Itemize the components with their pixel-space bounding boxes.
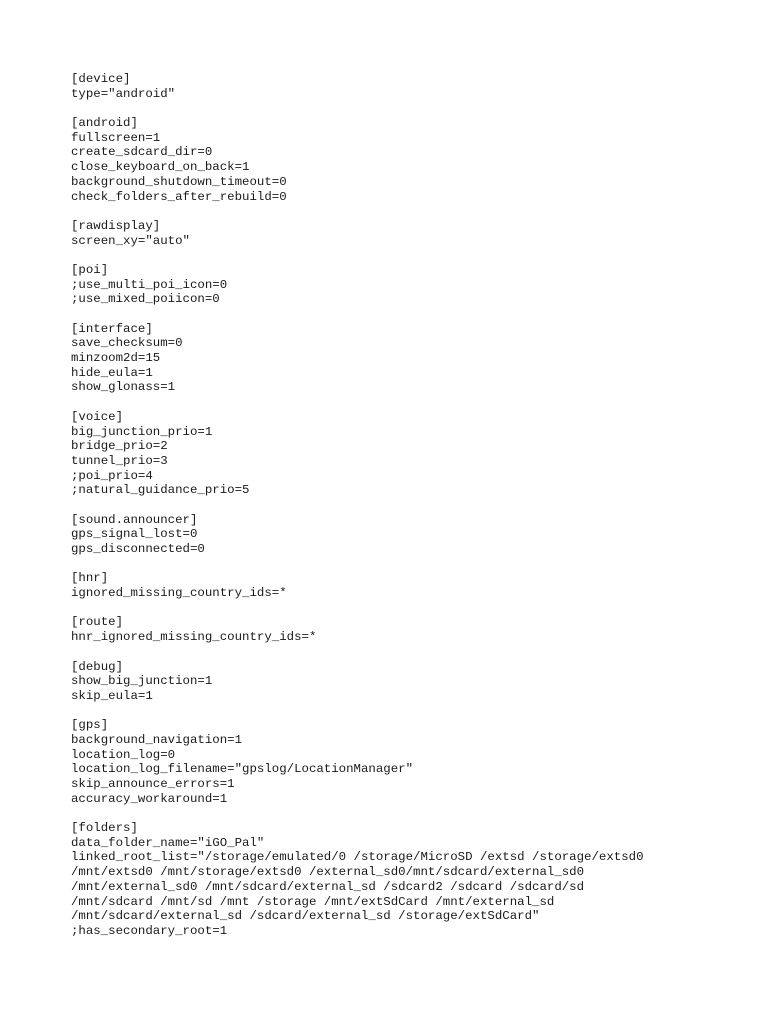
- section-header: [folders]: [71, 821, 138, 836]
- config-line: create_sdcard_dir=0: [71, 145, 213, 160]
- section-header: [rawdisplay]: [71, 218, 161, 233]
- config-line: data_folder_name="iGO_Pal": [71, 835, 265, 850]
- config-line: ;poi_prio=4: [71, 468, 153, 483]
- config-line: ;use_mixed_poiicon=0: [71, 292, 220, 307]
- config-line: /mnt/external_sd0 /mnt/sdcard/external_sd /sdcard2 /sdcard /sdcard/sd: [71, 879, 585, 894]
- config-line: gps_signal_lost=0: [71, 527, 198, 542]
- config-section: [71, 660, 761, 704]
- config-section: [71, 116, 761, 204]
- config-section: [71, 821, 761, 939]
- section-header: [device]: [71, 72, 131, 86]
- section-header: [gps]: [71, 718, 109, 733]
- config-line: big_junction_prio=1: [71, 424, 213, 439]
- section-header: [sound.announcer]: [71, 512, 198, 527]
- config-line: show_glonass=1: [71, 380, 176, 395]
- config-section: [71, 322, 761, 395]
- section-header: [hnr]: [71, 571, 109, 586]
- section-header: [interface]: [71, 321, 153, 336]
- config-line: minzoom2d=15: [71, 351, 161, 366]
- config-section: [71, 219, 761, 248]
- config-document: [71, 72, 761, 953]
- config-line: ;use_multi_poi_icon=0: [71, 277, 228, 292]
- config-line: background_navigation=1: [71, 732, 243, 747]
- config-line: location_log_filename="gpslog/LocationManager": [71, 762, 414, 777]
- section-header: [debug]: [71, 659, 124, 674]
- section-header: [route]: [71, 615, 124, 630]
- config-line: ;natural_guidance_prio=5: [71, 483, 250, 498]
- config-line: /mnt/sdcard/external_sd /sdcard/external_sd /storage/extSdCard": [71, 909, 540, 924]
- config-line: skip_announce_errors=1: [71, 777, 235, 791]
- config-line: screen_xy="auto": [71, 233, 190, 248]
- config-section: [71, 410, 761, 498]
- config-line: check_folders_after_rebuild=0: [71, 189, 287, 204]
- config-line: gps_disconnected=0: [71, 542, 205, 556]
- section-header: [voice]: [71, 409, 124, 424]
- config-line: tunnel_prio=3: [71, 453, 168, 468]
- config-line: type="android": [71, 86, 176, 101]
- config-line: save_checksum=0: [71, 336, 183, 351]
- config-line: hide_eula=1: [71, 365, 153, 380]
- config-section: [71, 72, 761, 101]
- config-line: fullscreen=1: [71, 130, 161, 145]
- config-line: linked_root_list="/storage/emulated/0 /storage/MicroSD /extsd /storage/extsd0: [71, 850, 644, 865]
- config-section: [71, 615, 761, 644]
- config-line: background_shutdown_timeout=0: [71, 174, 287, 189]
- config-line: location_log=0: [71, 747, 176, 762]
- config-line: skip_eula=1: [71, 688, 153, 703]
- config-line: /mnt/extsd0 /mnt/storage/extsd0 /external_sd0/mnt/sdcard/external_sd0: [71, 865, 585, 880]
- config-line: bridge_prio=2: [71, 439, 168, 454]
- config-section: [71, 718, 761, 806]
- config-line: ;has_secondary_root=1: [71, 923, 228, 938]
- config-line: hnr_ignored_missing_country_ids=*: [71, 630, 317, 645]
- config-line: close_keyboard_on_back=1: [71, 160, 250, 175]
- config-line: /mnt/sdcard /mnt/sd /mnt /storage /mnt/extSdCard /mnt/external_sd: [71, 894, 555, 909]
- config-line: accuracy_workaround=1: [71, 791, 228, 806]
- config-line: show_big_junction=1: [71, 674, 213, 689]
- config-section: [71, 263, 761, 307]
- config-section: [71, 571, 761, 600]
- config-section: [71, 513, 761, 557]
- config-line: ignored_missing_country_ids=*: [71, 586, 287, 601]
- section-header: [poi]: [71, 262, 109, 277]
- section-header: [android]: [71, 116, 138, 131]
